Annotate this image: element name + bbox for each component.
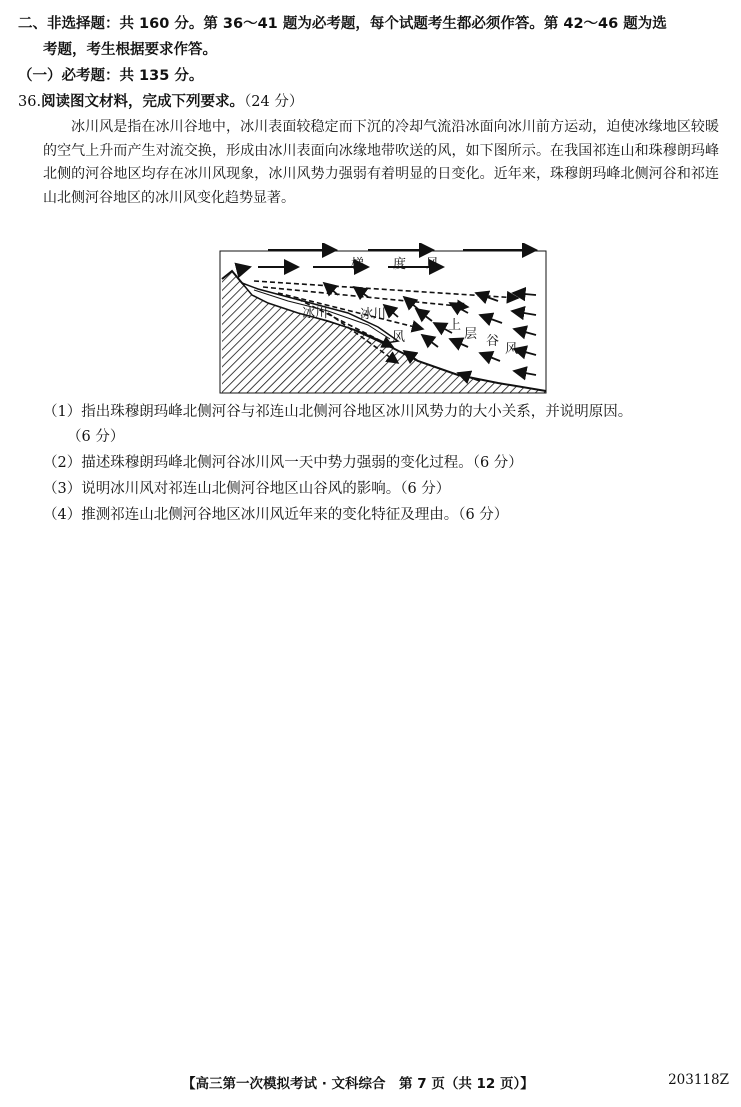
glacier-label: 冰川 xyxy=(302,306,329,321)
question-36-header xyxy=(18,92,303,112)
question-material: 冰川风是指在冰川谷地中，冰川表面较稳定而下沉的冷却气流沿冰面向冰川前方运动，迫使冰缘地区较暖的空气上升而产生对流交换，形成由冰川表面向冰缘地带吹送的风，如下图所示。在我国祁连山和珠穆朗玛峰北侧的河谷地区均存在冰川风现象，冰川风势力强弱有着明显的日变化。近年来，珠穆朗玛峰北侧河谷和祁连山北侧河谷地区的冰川风变化趋势显著。 xyxy=(43,119,719,206)
upper-valley-wind-label-1: 上 xyxy=(448,318,462,333)
gradient-wind-label-3: 风 xyxy=(426,257,440,272)
subquestion-1: （1）指出珠穆朗玛峰北侧河谷与祁连山北侧河谷地区冰川风势力的大小关系，并说明原因。 xyxy=(43,404,633,420)
section-heading-line1: 二、非选择题：共 160 分。第 36～41 题为必考题，每个试题考生都必须作答。第 42～46 题为选 xyxy=(18,16,667,32)
glacier-wind-label-2: 风 xyxy=(392,330,406,345)
glacier-wind-diagram xyxy=(218,243,548,395)
gradient-wind-label-2: 度 xyxy=(393,257,407,272)
question-stem: 阅读图文材料，完成下列要求。 xyxy=(41,94,245,110)
subsection-heading: （一）必考题：共 135 分。 xyxy=(18,68,204,84)
subquestion-4: （4）推测祁连山北侧河谷地区冰川风近年来的变化特征及理由。（6 分） xyxy=(43,507,509,523)
upper-valley-wind-label-4: 风 xyxy=(505,342,519,357)
upper-valley-wind-label-2: 层 xyxy=(464,327,478,342)
exam-code: 203118Z xyxy=(668,1072,729,1088)
question-score: （24 分） xyxy=(244,94,304,110)
question-number: 36. xyxy=(18,94,42,110)
subquestion-2: （2）描述珠穆朗玛峰北侧河谷冰川风一天中势力强弱的变化过程。（6 分） xyxy=(43,455,523,471)
glacier-wind-label-1: 冰川 xyxy=(360,307,387,322)
gradient-wind-arrows xyxy=(238,250,536,270)
upper-valley-wind-label-3: 谷 xyxy=(486,334,500,349)
section-heading-line2: 考题，考生根据要求作答。 xyxy=(43,42,217,58)
page-footer: 【高三第一次模拟考试 · 文科综合 第 7 页（共 12 页）】 xyxy=(182,1076,534,1092)
gradient-wind-label-1: 梯 xyxy=(351,257,365,272)
subquestion-1-score: （6 分） xyxy=(67,429,125,445)
subquestion-3: （3）说明冰川风对祁连山北侧河谷地区山谷风的影响。（6 分） xyxy=(43,481,451,497)
